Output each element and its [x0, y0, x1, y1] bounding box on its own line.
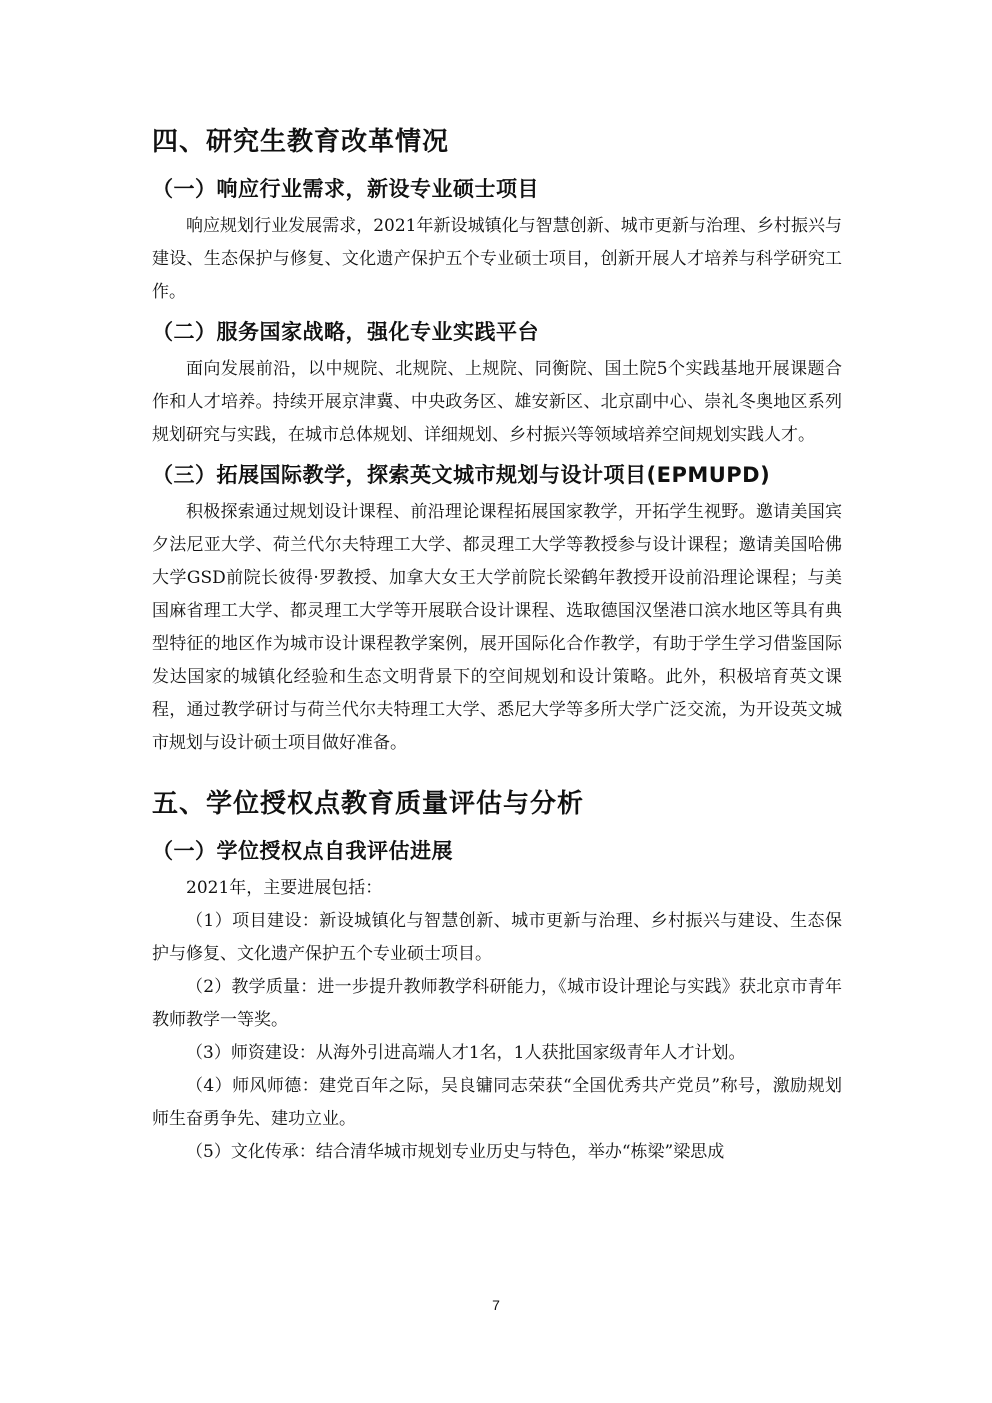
section-4-3-heading: （三）拓展国际教学，探索英文城市规划与设计项目(EPMUPD) [152, 463, 771, 487]
section-4-1-heading: （一）响应行业需求，新设专业硕士项目 [152, 177, 539, 201]
section-4-2-paragraph: 面向发展前沿，以中规院、北规院、上规院、同衡院、国土院5个实践基地开展课题合作和人才培养。持续开展京津冀、中央政务区、雄安新区、北京副中心、崇礼冬奥地区系列规划研究与实践，在城市总体规划、详细规划、乡村振兴等领域培养空间规划实践人才。 [152, 359, 842, 445]
section-5-1-heading: （一）学位授权点自我评估进展 [152, 839, 453, 863]
page-number: 7 [492, 1297, 500, 1313]
section-4-3-paragraph: 积极探索通过规划设计课程、前沿理论课程拓展国家教学，开拓学生视野。邀请美国宾夕法尼亚大学、荷兰代尔夫特理工大学、都灵理工大学等教授参与设计课程；邀请美国哈佛大学GSD前院长彼得·罗教授、加拿大女王大学前院长梁鹤年教授开设前沿理论课程；与美国麻省理工大学、都灵理工大学等开展联合设计课程、选取德国汉堡港口滨水地区等具有典型特征的地区作为城市设计课程教学案例，展开国际化合作教学，有助于学生学习借鉴国际发达国家的城镇化经验和生态文明背景下的空间规划和设计策略。此外，积极培育英文课程，通过教学研讨与荷兰代尔夫特理工大学、悉尼大学等多所大学广泛交流，为开设英文城市规划与设计硕士项目做好准备。 [152, 502, 842, 753]
progress-item: （2）教学质量：进一步提升教师教学科研能力，《城市设计理论与实践》获北京市青年教师教学一等奖。 [152, 977, 842, 1030]
progress-item: （5）文化传承：结合清华城市规划专业历史与特色，举办“栋梁”梁思成 [186, 1142, 725, 1162]
section-5-heading: 五、学位授权点教育质量评估与分析 [152, 789, 585, 819]
section-5-1-intro: 2021年，主要进展包括： [186, 878, 383, 898]
progress-item: （3）师资建设：从海外引进高端人才1名，1人获批国家级青年人才计划。 [186, 1043, 746, 1063]
document-page [152, 110, 842, 1169]
section-4-2-heading: （二）服务国家战略，强化专业实践平台 [152, 320, 539, 344]
progress-item: （1）项目建设：新设城镇化与智慧创新、城市更新与治理、乡村振兴与建设、生态保护与修复、文化遗产保护五个专业硕士项目。 [152, 911, 842, 964]
progress-item: （4）师风师德：建党百年之际，吴良镛同志荣获“全国优秀共产党员”称号，激励规划师生奋勇争先、建功立业。 [152, 1076, 842, 1129]
section-4-heading: 四、研究生教育改革情况 [152, 127, 450, 157]
section-4-1-paragraph: 响应规划行业发展需求，2021年新设城镇化与智慧创新、城市更新与治理、乡村振兴与建设、生态保护与修复、文化遗产保护五个专业硕士项目，创新开展人才培养与科学研究工作。 [152, 216, 842, 302]
